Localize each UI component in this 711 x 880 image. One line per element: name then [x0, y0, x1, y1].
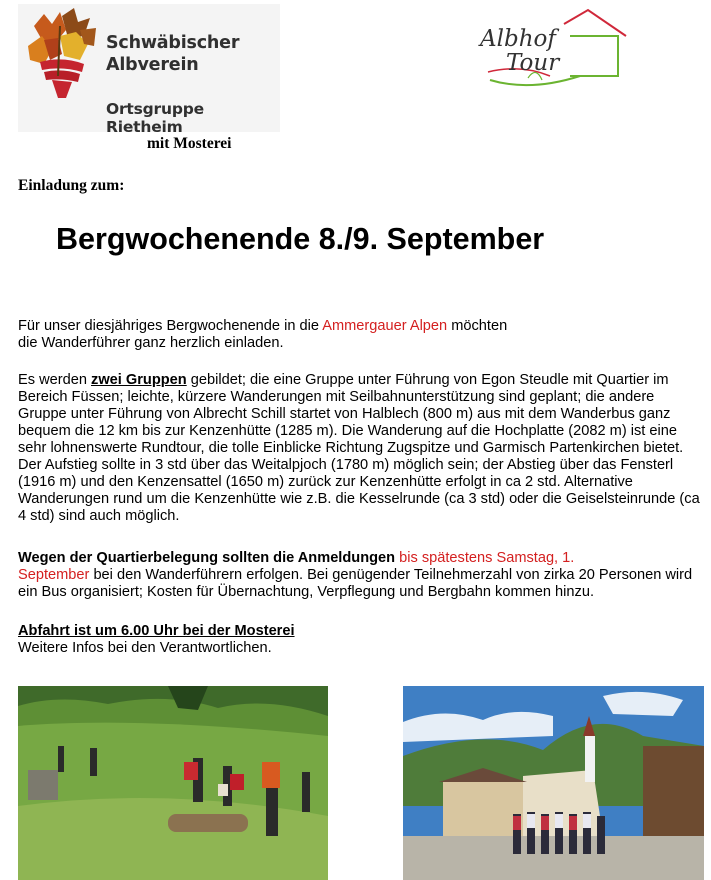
albhof-tour-logo — [470, 6, 630, 90]
intro-text-b: möchten — [447, 318, 508, 334]
intro-paragraph — [18, 318, 618, 352]
departure-note: Abfahrt ist um 6.00 Uhr bei der Mosterei — [18, 623, 295, 639]
org-name — [106, 32, 239, 76]
org-group: Ortsgruppe Rietheim — [106, 100, 204, 136]
intro-line2: die Wanderführer ganz herzlich einladen. — [18, 335, 284, 351]
tour-description — [18, 372, 704, 525]
registration-paragraph — [18, 550, 704, 601]
tour-text-rest: gebildet; die eine Gruppe unter Führung von Egon Steudle mit Quartier im Bereich Füssen; leichte, kürzere Wanderungen mit Seilbahnunterstützung sind geplant; die andere Gruppe unter Führung von Albrecht Schill startet von Halblech (800 m) aus mit dem Wanderbus ganz bequem die 12 km bis zur Kenzenhütte (1285 m). Die Wanderung auf die Hochplatte (2082 m) ist eine sehr lohnenswerte Rundtour, die tolle Einblicke Richtung Zugspitze und Garmisch Partenkirchen bietet. Der Aufstieg sollte in 3 std über das Weitalpjoch (1780 m) möglich sein; der Abstieg über das Fensterl (1916 m) und den Kenzensattel (1650 m) zurück zur Kenzenhütte erfolgt in ca 2 std. Alternative Wanderungen rund um die Kenzenhütte wie z.B. die Kesselrunde (ca 3 std) oder die Geiselsteinrunde (ca 4 std) sind auch möglich. — [18, 372, 700, 524]
more-info: Weitere Infos bei den Verantwortlichen. — [18, 640, 272, 656]
invitation-label: Einladung zum: — [18, 177, 125, 194]
albverein-logo — [18, 4, 280, 136]
subtitle: mit Mosterei — [147, 135, 232, 152]
registration-rest: bei den Wanderführern erfolgen. Bei genügender Teilnehmerzahl von zirka 20 Personen wird ein Bus organisiert; Kosten für Übernachtung, Verpflegung und Bergbahn kommen hinzu. — [18, 567, 693, 600]
region-highlight: Ammergauer Alpen — [322, 318, 448, 334]
groups-emphasis: zwei Gruppen — [91, 372, 187, 388]
tour-logo-line1: Albhof — [480, 26, 556, 52]
tour-logo-line2: Tour — [506, 50, 560, 76]
intro-text-a: Für unser diesjähriges Bergwochenende in die — [18, 318, 323, 334]
deadline-a: bis spätestens Samstag, 1. — [395, 550, 575, 566]
deadline-b: September — [18, 567, 90, 583]
group-village-photo — [403, 686, 704, 880]
tour-text-a: Es werden — [18, 372, 92, 388]
hikers-meadow-photo — [18, 686, 328, 880]
page-title: Bergwochenende 8./9. September — [56, 222, 545, 256]
autumn-leaves-icon — [22, 6, 102, 106]
registration-bold: Wegen der Quartierbelegung sollten die Anmeldungen — [18, 550, 396, 566]
org-name-line2: Albverein — [106, 55, 199, 75]
org-name-line1: Schwäbischer — [106, 33, 240, 53]
